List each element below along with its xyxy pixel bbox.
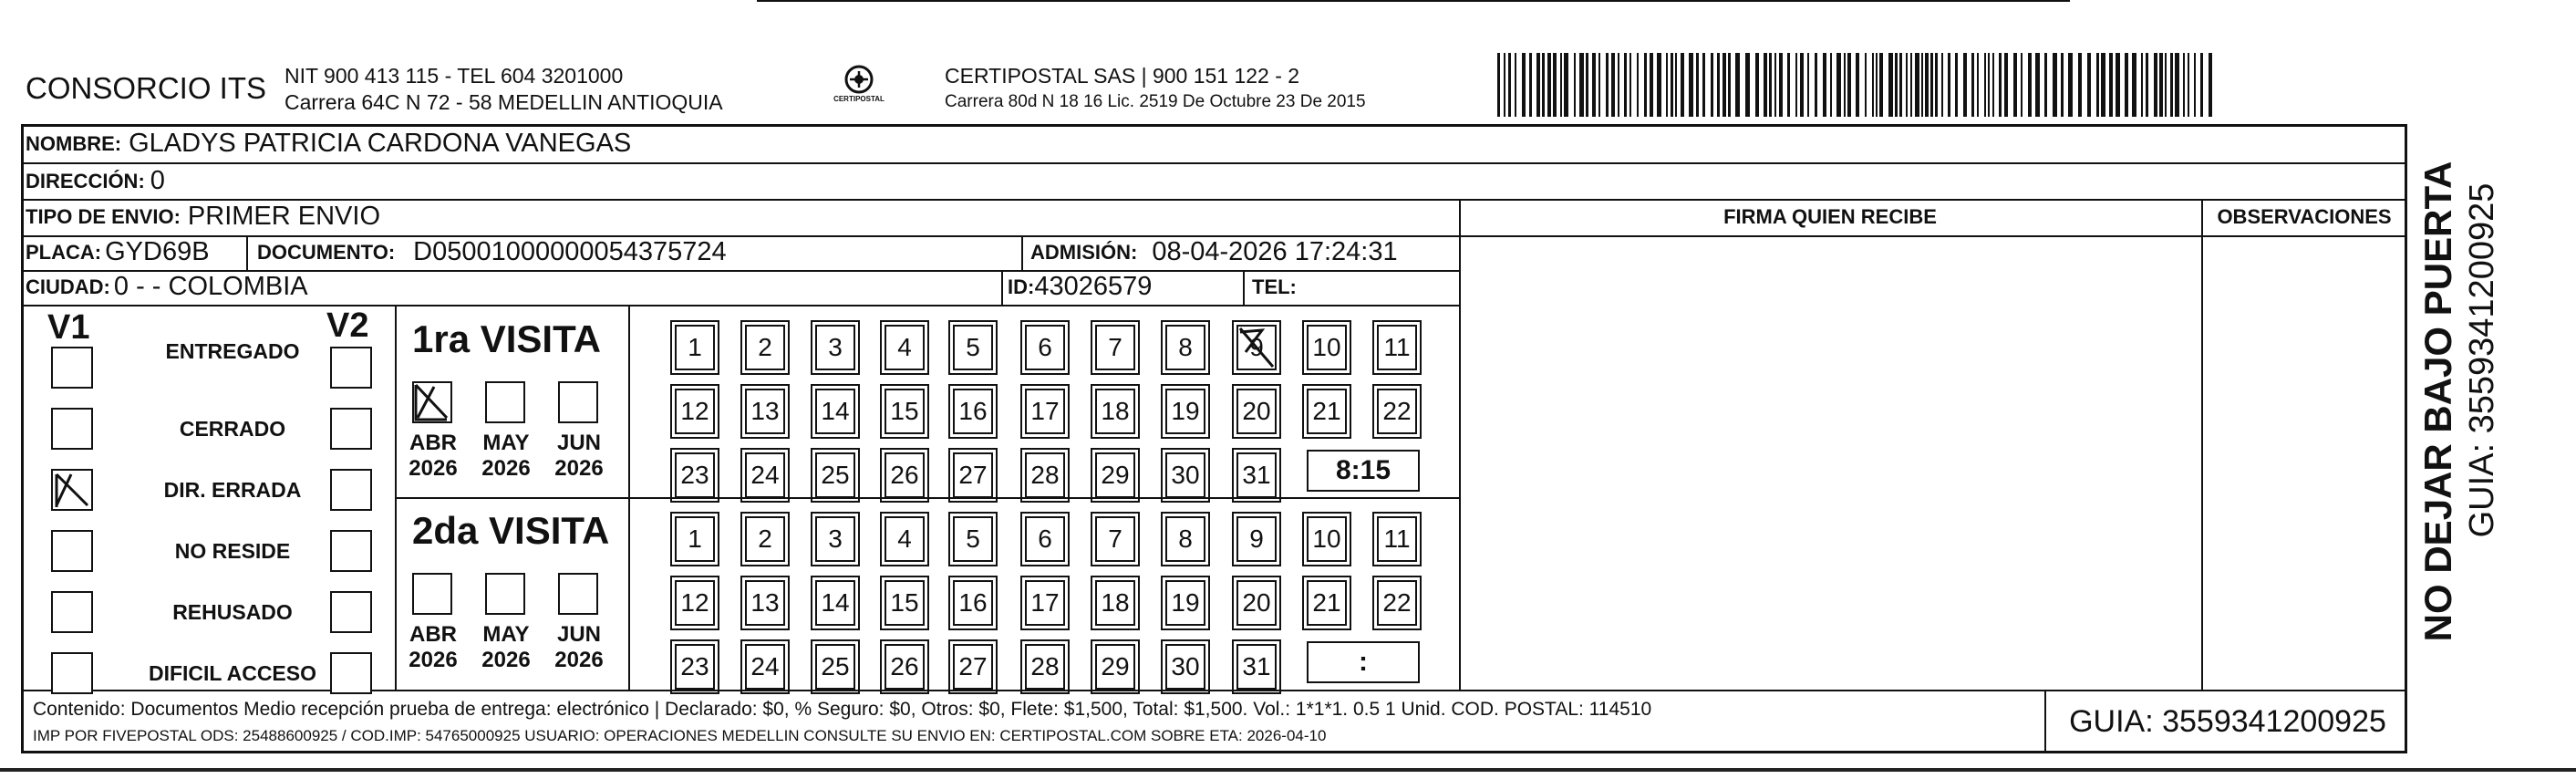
v2-checkbox[interactable] bbox=[330, 347, 372, 389]
barcode-bar bbox=[1879, 53, 1883, 117]
day-box[interactable]: 13 bbox=[745, 389, 785, 434]
placa-row bbox=[26, 237, 210, 267]
id-value: 43026579 bbox=[1034, 272, 1153, 301]
day-box[interactable]: 2 bbox=[745, 325, 785, 370]
v2-checkbox[interactable] bbox=[330, 530, 372, 572]
barcode-bar bbox=[1644, 53, 1647, 117]
barcode-bar bbox=[1999, 53, 2002, 117]
day-box[interactable]: 12 bbox=[675, 389, 715, 434]
top-rule bbox=[757, 0, 2070, 2]
barcode-bar bbox=[2141, 53, 2143, 117]
barcode-bar bbox=[2209, 53, 2212, 117]
month-name: JUN bbox=[556, 431, 601, 455]
status-option-label: DIFICIL ACCESO bbox=[148, 661, 316, 685]
id-label: ID: bbox=[1008, 275, 1035, 298]
barcode-bar bbox=[1723, 53, 1726, 117]
barcode-bar bbox=[1574, 53, 1576, 117]
month-name: ABR bbox=[409, 431, 457, 455]
rule-admision-split bbox=[1021, 235, 1023, 270]
month-name: MAY bbox=[482, 622, 530, 647]
day-box[interactable]: 27 bbox=[953, 452, 993, 498]
tipo-label: TIPO DE ENVIO: bbox=[26, 204, 181, 228]
barcode-bar bbox=[2200, 53, 2203, 117]
day-box[interactable]: 10 bbox=[1307, 325, 1347, 370]
rule-obs-left bbox=[2201, 199, 2203, 691]
side-guia: GUIA: 3559341200925 bbox=[2463, 182, 2501, 538]
barcode-bar bbox=[1910, 53, 1912, 117]
day-box[interactable]: 24 bbox=[745, 644, 785, 690]
month-label bbox=[474, 622, 538, 673]
barcode-bar bbox=[1787, 53, 1790, 117]
status-option-label: CERRADO bbox=[179, 417, 286, 441]
barcode-bar bbox=[2154, 53, 2157, 117]
status-option-label: DIR. ERRADA bbox=[163, 478, 302, 502]
status-option-label: ENTREGADO bbox=[165, 339, 300, 363]
day-box[interactable]: 22 bbox=[1377, 580, 1417, 626]
barcode-bar bbox=[2194, 53, 2196, 117]
barcode-bar bbox=[1711, 53, 1713, 117]
day-box[interactable]: 24 bbox=[745, 452, 785, 498]
v2-checkbox[interactable] bbox=[330, 652, 372, 694]
day-box[interactable]: 6 bbox=[1025, 516, 1065, 562]
month-label bbox=[547, 431, 611, 482]
day-box[interactable]: 14 bbox=[815, 580, 855, 626]
side-no-dejar: NO DEJAR BAJO PUERTA bbox=[2416, 161, 2459, 642]
barcode-bar bbox=[2146, 53, 2148, 117]
month-checkbox[interactable] bbox=[412, 381, 452, 423]
visit-title: 1ra VISITA bbox=[412, 317, 601, 360]
barcode-bar bbox=[1876, 53, 1878, 117]
barcode-bar bbox=[1637, 53, 1639, 117]
barcode-bar bbox=[1755, 53, 1759, 117]
tipo-value: PRIMER ENVIO bbox=[187, 202, 381, 231]
v1-checkbox[interactable] bbox=[51, 408, 93, 450]
day-box[interactable]: 23 bbox=[675, 644, 715, 690]
barcode-bar bbox=[1977, 53, 1979, 117]
month-year: 2026 bbox=[481, 648, 531, 672]
barcode-bar bbox=[1650, 53, 1653, 117]
day-box[interactable]: 22 bbox=[1377, 389, 1417, 434]
month-year: 2026 bbox=[409, 456, 458, 481]
barcode-bar bbox=[1915, 53, 1919, 117]
tel-row bbox=[1252, 275, 1297, 299]
barcode-bar bbox=[1735, 53, 1740, 117]
day-box[interactable]: 5 bbox=[953, 516, 993, 562]
barcode-bar bbox=[2087, 53, 2091, 117]
day-box[interactable]: 7 bbox=[1095, 325, 1135, 370]
day-box[interactable]: 20 bbox=[1236, 580, 1277, 626]
rule-sig-left bbox=[1459, 199, 1461, 691]
day-box[interactable]: 19 bbox=[1165, 580, 1205, 626]
barcode-bar bbox=[2035, 53, 2040, 117]
barcode-bar bbox=[2116, 53, 2120, 117]
month-checkbox[interactable] bbox=[412, 573, 452, 615]
barcode-bar bbox=[1629, 53, 1631, 117]
day-box[interactable]: 2 bbox=[745, 516, 785, 562]
barcode-bar bbox=[1807, 53, 1809, 117]
rule-ciudad bbox=[21, 305, 1460, 306]
hour-field[interactable]: 8:15 bbox=[1307, 450, 1420, 492]
ciudad-label: CIUDAD: bbox=[26, 275, 110, 298]
barcode-bar bbox=[1906, 53, 1908, 117]
day-box[interactable]: 25 bbox=[815, 452, 855, 498]
barcode-bar bbox=[2159, 53, 2163, 117]
month-name: ABR bbox=[409, 622, 457, 647]
nombre-label: NOMBRE: bbox=[26, 131, 122, 155]
v1-checkbox[interactable] bbox=[51, 469, 93, 511]
barcode-bar bbox=[1657, 53, 1661, 117]
barcode-bar bbox=[1795, 53, 1797, 117]
barcode-bar bbox=[2170, 53, 2173, 117]
v2-checkbox[interactable] bbox=[330, 469, 372, 511]
barcode-bar bbox=[1504, 53, 1505, 117]
barcode-bar bbox=[2021, 53, 2023, 117]
day-box[interactable]: 27 bbox=[953, 644, 993, 690]
barcode-bar bbox=[1815, 53, 1817, 117]
company-name: CONSORCIO ITS bbox=[26, 71, 267, 105]
day-box[interactable]: 17 bbox=[1025, 580, 1065, 626]
day-box[interactable]: 8 bbox=[1165, 516, 1205, 562]
day-box[interactable]: 30 bbox=[1165, 644, 1205, 690]
barcode-bar bbox=[1988, 53, 1990, 117]
barcode-bar bbox=[1579, 53, 1584, 117]
placa-value: GYD69B bbox=[105, 237, 210, 266]
status-option-label: REHUSADO bbox=[172, 600, 293, 624]
nombre-row bbox=[26, 129, 631, 159]
barcode-bar bbox=[2053, 53, 2057, 117]
barcode-bar bbox=[1984, 53, 1986, 117]
direccion-row bbox=[26, 166, 165, 196]
day-box[interactable]: 5 bbox=[953, 325, 993, 370]
month-checkbox[interactable] bbox=[485, 381, 525, 423]
v1-checkbox[interactable] bbox=[51, 652, 93, 694]
day-box[interactable]: 11 bbox=[1377, 516, 1417, 562]
status-option-label: NO RESIDE bbox=[174, 539, 291, 563]
documento-value: D05001000000054375724 bbox=[413, 237, 727, 266]
day-box[interactable]: 17 bbox=[1025, 389, 1065, 434]
barcode-bar bbox=[1553, 53, 1557, 117]
day-box[interactable]: 6 bbox=[1025, 325, 1065, 370]
barcode-bar bbox=[1606, 53, 1609, 117]
barcode-bar bbox=[1830, 53, 1832, 117]
barcode-bar bbox=[2096, 53, 2099, 117]
carrier-info-line1: CERTIPOSTAL SAS | 900 151 122 - 2 bbox=[945, 64, 1300, 88]
day-box[interactable]: 18 bbox=[1095, 389, 1135, 434]
barcode-bar bbox=[2068, 53, 2073, 117]
day-box[interactable]: 4 bbox=[885, 325, 925, 370]
admision-value: 08-04-2026 17:24:31 bbox=[1152, 237, 1398, 266]
barcode-bar bbox=[1666, 53, 1668, 117]
day-box[interactable]: 1 bbox=[675, 325, 715, 370]
tel-label: TEL: bbox=[1252, 275, 1297, 298]
barcode-bar bbox=[1717, 53, 1720, 117]
barcode-bar bbox=[1586, 53, 1588, 117]
barcode-bar bbox=[2188, 53, 2189, 117]
day-box[interactable]: 31 bbox=[1236, 452, 1277, 498]
rule-grid-bottom bbox=[21, 690, 2407, 691]
barcode-bar bbox=[1895, 53, 1898, 117]
v2-checkbox[interactable] bbox=[330, 408, 372, 450]
barcode-bar bbox=[1515, 53, 1516, 117]
barcode-bar bbox=[1856, 53, 1859, 117]
barcode-bar bbox=[2125, 53, 2128, 117]
certipostal-logo bbox=[832, 64, 886, 109]
day-box[interactable]: 1 bbox=[675, 516, 715, 562]
barcode-bar bbox=[1774, 53, 1776, 117]
month-label bbox=[401, 622, 465, 673]
barcode-bar bbox=[1769, 53, 1772, 117]
day-box[interactable]: 3 bbox=[815, 516, 855, 562]
day-box[interactable]: 26 bbox=[885, 452, 925, 498]
barcode-bar bbox=[1536, 53, 1540, 117]
placa-label: PLACA: bbox=[26, 240, 102, 264]
rule-direccion bbox=[21, 199, 2407, 201]
footer-imp: IMP POR FIVEPOSTAL ODS: 25488600925 / COD.IMP: 54765000925 USUARIO: OPERACIONES MEDELLIN CONSULTE SU ENVIO EN: CERTIPOSTAL.COM SOBRE ETA: 2026-04-10 bbox=[33, 727, 1327, 744]
barcode bbox=[1497, 53, 2218, 117]
direccion-label: DIRECCIÓN: bbox=[26, 169, 145, 192]
month-name: MAY bbox=[482, 431, 530, 455]
barcode-bar bbox=[1948, 53, 1950, 117]
day-box[interactable]: 3 bbox=[815, 325, 855, 370]
rule-sig-header bbox=[1459, 235, 2407, 237]
barcode-bar bbox=[1728, 53, 1731, 117]
nombre-value: GLADYS PATRICIA CARDONA VANEGAS bbox=[129, 129, 632, 158]
day-box[interactable]: 21 bbox=[1307, 389, 1347, 434]
month-checkbox[interactable] bbox=[558, 381, 598, 423]
barcode-bar bbox=[1865, 53, 1867, 117]
barcode-bar bbox=[1560, 53, 1562, 117]
side-text bbox=[2416, 146, 2526, 657]
barcode-bar bbox=[1921, 53, 1923, 117]
day-box[interactable]: 31 bbox=[1236, 644, 1277, 690]
v1-header: V1 bbox=[47, 308, 90, 347]
barcode-bar bbox=[2183, 53, 2185, 117]
barcode-bar bbox=[2101, 53, 2105, 117]
barcode-bar bbox=[1963, 53, 1967, 117]
barcode-bar bbox=[1702, 53, 1705, 117]
documento-row bbox=[257, 237, 727, 267]
barcode-bar bbox=[1955, 53, 1958, 117]
rule-placa-split bbox=[246, 235, 248, 270]
admision-row bbox=[1030, 237, 1398, 267]
day-box[interactable]: 29 bbox=[1095, 452, 1135, 498]
barcode-bar bbox=[1497, 53, 1500, 117]
day-box[interactable]: 16 bbox=[953, 389, 993, 434]
day-box[interactable]: 21 bbox=[1307, 580, 1347, 626]
ciudad-value: 0 - - COLOMBIA bbox=[113, 272, 308, 301]
barcode-bar bbox=[1836, 53, 1841, 117]
signature-field[interactable] bbox=[1463, 239, 2199, 688]
day-box[interactable]: 29 bbox=[1095, 644, 1135, 690]
barcode-bar bbox=[1618, 53, 1619, 117]
month-name: JUN bbox=[556, 622, 601, 647]
rule-visit-split bbox=[395, 497, 1460, 499]
barcode-bar bbox=[2175, 53, 2179, 117]
month-year: 2026 bbox=[481, 456, 531, 481]
barcode-bar bbox=[1935, 53, 1938, 117]
barcode-bar bbox=[1681, 53, 1684, 117]
barcode-bar bbox=[1930, 53, 1933, 117]
visit-title: 2da VISITA bbox=[412, 509, 610, 552]
barcode-bar bbox=[2044, 53, 2047, 117]
tipo-row bbox=[26, 202, 380, 232]
day-box[interactable]: 14 bbox=[815, 389, 855, 434]
barcode-bar bbox=[2004, 53, 2008, 117]
id-row bbox=[1008, 272, 1152, 302]
barcode-bar bbox=[2013, 53, 2017, 117]
logo-text: CERTIPOSTAL bbox=[833, 95, 885, 103]
day-box[interactable]: 19 bbox=[1165, 389, 1205, 434]
company-info-line1: NIT 900 413 115 - TEL 604 3201000 bbox=[284, 64, 624, 88]
carrier-info-line2: Carrera 80d N 18 16 Lic. 2519 De Octubre 23 De 2015 bbox=[945, 92, 1366, 111]
day-box[interactable]: 26 bbox=[885, 644, 925, 690]
footer-guia: GUIA: 3559341200925 bbox=[2069, 704, 2386, 739]
barcode-bar bbox=[1564, 53, 1568, 117]
day-box[interactable]: 12 bbox=[675, 580, 715, 626]
rule-nombre bbox=[21, 162, 2407, 164]
admision-label: ADMISIÓN: bbox=[1030, 240, 1138, 264]
barcode-bar bbox=[1508, 53, 1511, 117]
barcode-bar bbox=[2028, 53, 2032, 117]
ciudad-row bbox=[26, 272, 308, 302]
day-box[interactable]: 9 bbox=[1236, 516, 1277, 562]
v2-checkbox[interactable] bbox=[330, 591, 372, 633]
observaciones-field[interactable] bbox=[2205, 239, 2405, 688]
day-box[interactable]: 20 bbox=[1236, 389, 1277, 434]
month-label bbox=[401, 431, 465, 482]
firma-header: FIRMA QUIEN RECIBE bbox=[1723, 205, 1937, 228]
observaciones-header: OBSERVACIONES bbox=[2217, 205, 2392, 228]
barcode-bar bbox=[1689, 53, 1693, 117]
barcode-bar bbox=[2078, 53, 2082, 117]
day-box[interactable]: 4 bbox=[885, 516, 925, 562]
month-label bbox=[474, 431, 538, 482]
barcode-bar bbox=[2165, 53, 2167, 117]
day-mark-icon bbox=[1236, 325, 1277, 375]
v1-checkbox[interactable] bbox=[51, 530, 93, 572]
v1-checkbox[interactable] bbox=[51, 347, 93, 389]
barcode-bar bbox=[1696, 53, 1699, 117]
rule-status-split bbox=[395, 305, 397, 690]
month-checkbox[interactable] bbox=[485, 573, 525, 615]
barcode-bar bbox=[1925, 53, 1929, 117]
barcode-bar bbox=[1611, 53, 1615, 117]
company-info-line2: Carrera 64C N 72 - 58 MEDELLIN ANTIOQUIA bbox=[284, 90, 723, 114]
check-mark-icon bbox=[414, 383, 450, 421]
v1-checkbox[interactable] bbox=[51, 591, 93, 633]
barcode-bar bbox=[1522, 53, 1526, 117]
barcode-bar bbox=[2061, 53, 2064, 117]
hour-field[interactable]: : bbox=[1307, 641, 1420, 683]
barcode-bar bbox=[1872, 53, 1874, 117]
barcode-bar bbox=[1823, 53, 1826, 117]
barcode-bar bbox=[1529, 53, 1532, 117]
barcode-bar bbox=[1745, 53, 1750, 117]
day-box[interactable]: 7 bbox=[1095, 516, 1135, 562]
barcode-bar bbox=[1547, 53, 1551, 117]
rule-footer-split bbox=[2044, 690, 2046, 753]
barcode-bar bbox=[1675, 53, 1677, 117]
barcode-bar bbox=[1888, 53, 1893, 117]
day-box[interactable]: 8 bbox=[1165, 325, 1205, 370]
footer-contenido: Contenido: Documentos Medio recepción prueba de entrega: electrónico | Declarado: $0, % Seguro: $0, Otros: $0, Flete: $1,500, Total: $1,500. Vol.: 1*1*1. 0.5 1 Unid. COD. POSTAL: 114510 bbox=[33, 699, 1652, 720]
barcode-bar bbox=[1844, 53, 1846, 117]
bottom-edge bbox=[0, 763, 2576, 779]
rule-id-split bbox=[1001, 270, 1003, 305]
day-box[interactable]: 28 bbox=[1025, 452, 1065, 498]
day-box[interactable]: 15 bbox=[885, 580, 925, 626]
barcode-bar bbox=[1800, 53, 1804, 117]
documento-label: DOCUMENTO: bbox=[257, 240, 396, 264]
month-year: 2026 bbox=[554, 648, 604, 672]
month-checkbox[interactable] bbox=[558, 573, 598, 615]
day-box[interactable]: 30 bbox=[1165, 452, 1205, 498]
barcode-bar bbox=[1542, 53, 1545, 117]
day-box[interactable]: 16 bbox=[953, 580, 993, 626]
check-mark-icon bbox=[53, 471, 91, 509]
barcode-bar bbox=[1899, 53, 1902, 117]
barcode-bar bbox=[1671, 53, 1673, 117]
day-box[interactable]: 28 bbox=[1025, 644, 1065, 690]
day-box[interactable]: 11 bbox=[1377, 325, 1417, 370]
month-year: 2026 bbox=[409, 648, 458, 672]
rule-months-split bbox=[628, 305, 630, 690]
barcode-bar bbox=[2132, 53, 2136, 117]
day-box[interactable]: 25 bbox=[815, 644, 855, 690]
barcode-bar bbox=[2109, 53, 2113, 117]
barcode-bar bbox=[1847, 53, 1851, 117]
day-box[interactable]: 10 bbox=[1307, 516, 1347, 562]
rule-tel-split bbox=[1243, 270, 1245, 305]
direccion-value: 0 bbox=[150, 166, 165, 195]
barcode-bar bbox=[1779, 53, 1783, 117]
day-box[interactable]: 23 bbox=[675, 452, 715, 498]
day-box[interactable]: 15 bbox=[885, 389, 925, 434]
day-box[interactable]: 9 bbox=[1236, 325, 1277, 370]
month-label bbox=[547, 622, 611, 673]
barcode-bar bbox=[1941, 53, 1943, 117]
barcode-bar bbox=[1598, 53, 1600, 117]
v2-header: V2 bbox=[326, 306, 369, 345]
barcode-bar bbox=[1624, 53, 1627, 117]
barcode-bar bbox=[1764, 53, 1767, 117]
day-box[interactable]: 18 bbox=[1095, 580, 1135, 626]
barcode-bar bbox=[1971, 53, 1974, 117]
day-box[interactable]: 13 bbox=[745, 580, 785, 626]
month-year: 2026 bbox=[554, 456, 604, 481]
barcode-bar bbox=[1592, 53, 1596, 117]
barcode-bar bbox=[1992, 53, 1994, 117]
